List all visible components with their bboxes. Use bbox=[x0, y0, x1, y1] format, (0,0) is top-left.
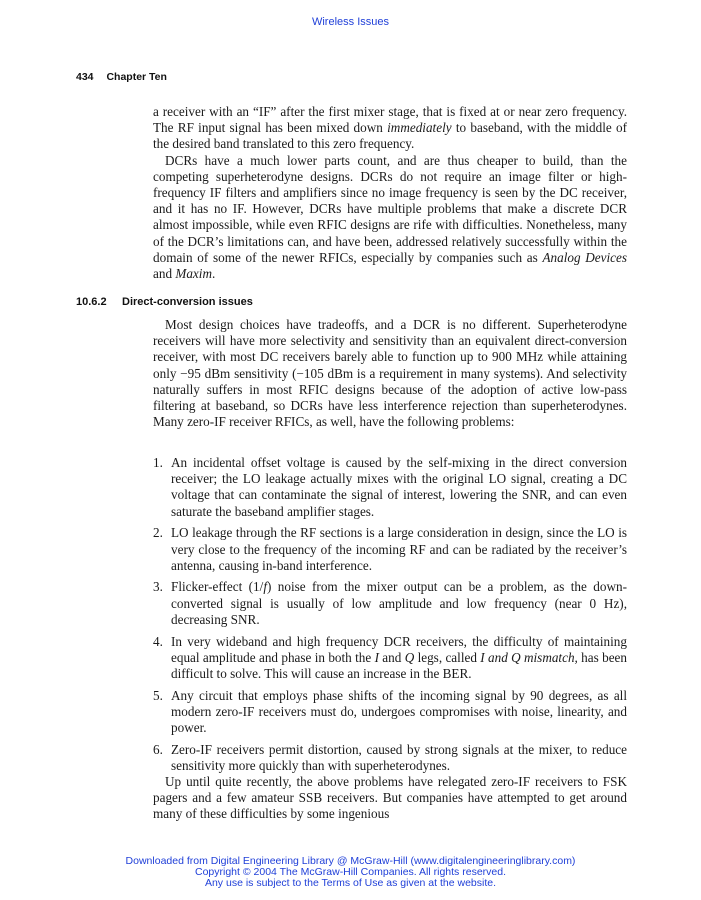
text-run: DCRs have a much lower parts count, and are thus cheaper to build, than the competing superheterodyne designs. DCRs do not require an image filter or high-frequency IF filters and amplifiers since no image frequency is seen by the DC receiver, and it has no IF. However, DCRs have multiple problems that make a discrete DCR almost impossible, while even RFIC designs are rife with difficulties. Nonetheless, many of the DCR’s limitations can, and have been, addressed relatively successfully within the domain of some of the newer RFICs, especially by companies such as bbox=[153, 152, 627, 265]
section-intro bbox=[153, 317, 627, 430]
math-variable-i: I bbox=[374, 649, 379, 665]
list-number: 1. bbox=[153, 455, 163, 470]
footer bbox=[0, 856, 701, 889]
running-head bbox=[76, 71, 167, 83]
section-title: Direct-conversion issues bbox=[122, 296, 253, 308]
list-number: 3. bbox=[153, 579, 163, 595]
math-variable-f: f bbox=[263, 579, 267, 595]
running-header-link[interactable]: Wireless Issues bbox=[311, 16, 390, 28]
list-number: 5. bbox=[153, 687, 163, 703]
problem-list bbox=[153, 455, 627, 780]
list-item bbox=[153, 525, 627, 574]
text-run: and bbox=[153, 266, 176, 282]
list-text: In very wideband and high frequency DCR receivers, the difficulty of maintaining equal amplitude and phase in both the bbox=[171, 633, 627, 665]
text-run: to baseband, with the middle of the desired band translated to this zero frequency. bbox=[153, 120, 627, 152]
list-number: 2. bbox=[153, 525, 163, 541]
paragraph-closing: Up until quite recently, the above problems have relegated zero-IF receivers to FSK pagers and a few amateur SSB receivers. But companies have attempted to get around many of these difficulties by some ingenious bbox=[153, 774, 627, 822]
list-item bbox=[153, 455, 627, 520]
list-number: 6. bbox=[153, 741, 163, 757]
section-heading bbox=[76, 296, 253, 308]
paragraph-dcr-cost bbox=[153, 153, 627, 283]
math-variable-q: Q bbox=[404, 649, 415, 665]
list-text: Any circuit that employs phase shifts of the incoming signal by 90 degrees, as all modern zero-IF receivers must do, undergoes compromises with noise, linearity, and power. bbox=[171, 687, 627, 736]
list-text: ) noise from the mixer output can be a problem, as the down-converted signal is usually of low amplitude and low frequency (near 0 Hz), decreasing SNR. bbox=[171, 579, 627, 627]
opening-text bbox=[153, 104, 627, 282]
chapter-title: Chapter Ten bbox=[106, 71, 167, 83]
list-number: 4. bbox=[153, 633, 163, 649]
footer-download-link[interactable]: Downloaded from Digital Engineering Library @ McGraw-Hill (www.digitalengineeringlibrary.com) bbox=[125, 855, 576, 867]
list-text: Zero-IF receivers permit distortion, caused by strong signals at the mixer, to reduce sensitivity more quickly than with superheterodynes. bbox=[171, 741, 627, 773]
emphasis-immediately: immediately bbox=[387, 120, 452, 136]
company-maxim: Maxim bbox=[175, 266, 212, 282]
term-iq-mismatch: I and Q mismatch, bbox=[480, 649, 578, 665]
footer-terms-link[interactable]: Any use is subject to the Terms of Use as given at the website. bbox=[204, 877, 497, 889]
company-analog-devices: Analog Devices bbox=[542, 249, 628, 265]
closing-text bbox=[153, 774, 627, 823]
footer-copyright: Copyright © 2004 The McGraw-Hill Companies. All rights reserved. bbox=[195, 866, 506, 878]
list-item bbox=[153, 579, 627, 628]
list-text: Flicker-effect (1/ bbox=[171, 579, 264, 595]
page-number: 434 bbox=[76, 71, 94, 83]
list-text: and bbox=[378, 649, 405, 665]
text-run: a receiver with an “IF” after the first mixer stage, that is fixed at or near zero frequency. The RF input signal has been mixed down bbox=[153, 104, 627, 136]
list-text: LO leakage through the RF sections is a large consideration in design, since the LO is very close to the frequency of the incoming RF and can be radiated by the receiver’s antenna, causing in-band interference. bbox=[171, 525, 627, 573]
paragraph-tradeoffs: Most design choices have tradeoffs, and a DCR is no different. Superheterodyne receivers will have more selectivity and sensitivity than an equivalent direct-conversion receiver, with most DC receivers barely able to function up to 900 MHz while attaining only −95 dBm sensitivity (−105 dBm is a requirement in many systems). And selectivity naturally suffers in most RFIC designs because of the adoption of active low-pass filtering at baseband, so DCRs have less interference rejection than superheterodynes. Many zero-IF receiver RFICs, as well, have the following problems: bbox=[153, 317, 627, 430]
section-number: 10.6.2 bbox=[76, 296, 107, 308]
text-run: . bbox=[211, 266, 216, 282]
list-text: legs, called bbox=[414, 649, 481, 665]
list-item bbox=[153, 742, 627, 774]
list-text: An incidental offset voltage is caused by the self-mixing in the direct conversion receiver; the LO leakage actually mixes with the original LO signal, creating a DC voltage that can contaminate the signal of interest, lowering the SNR, and can even saturate the baseband amplifier stages. bbox=[171, 455, 627, 519]
list-item bbox=[153, 634, 627, 683]
list-item bbox=[153, 688, 627, 737]
list-text: has been difficult to solve. This will cause an increase in the BER. bbox=[171, 649, 627, 681]
paragraph-continuation bbox=[153, 104, 627, 153]
